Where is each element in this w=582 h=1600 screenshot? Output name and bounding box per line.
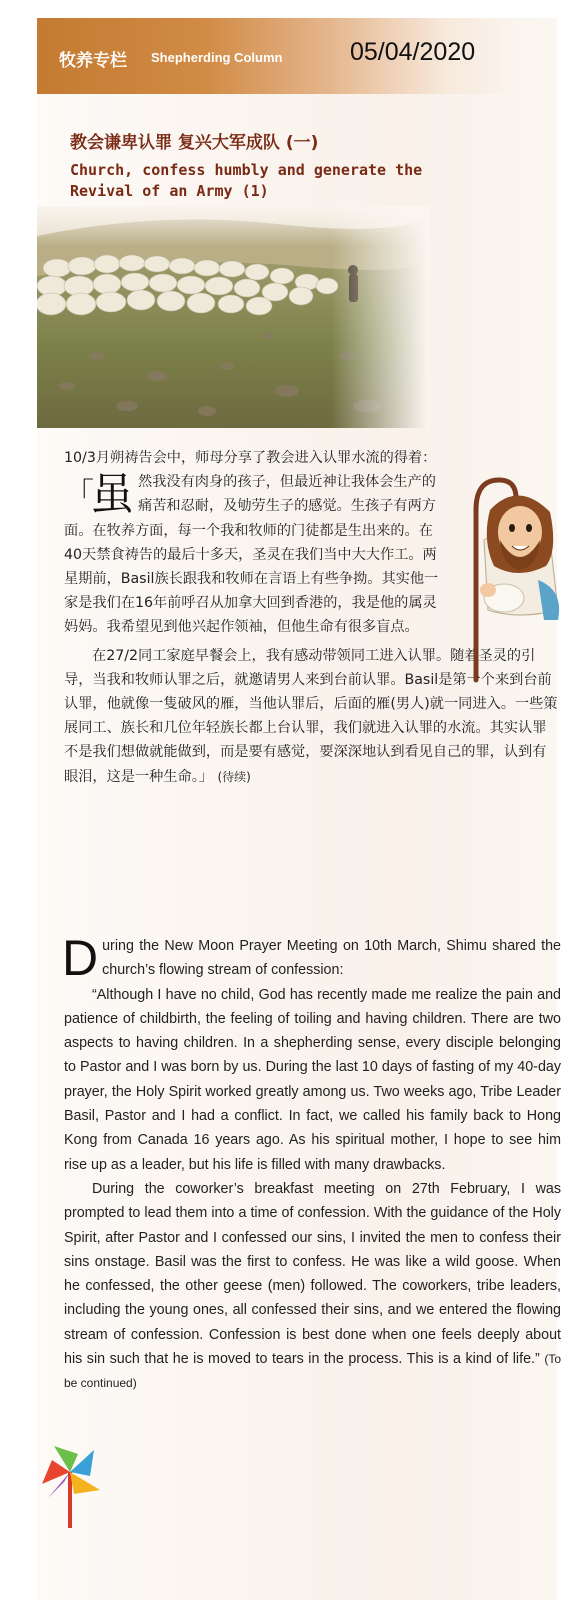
cn-paragraph-2-text: 在27/2同工家庭早餐会上，我有感动带领同工进入认罪。随着圣灵的引导，当我和牧师认罪之后，就邀请男人来到台前认罪。Basil是第一个来到台前认罪，他就像一隻破风的雁，当他认罪后，后面的雁(男人)就一同进入。一些策展同工、族长和几位年轻族长都上台认罪，我们就进入认罪的水流。其实认罪不是我们想做就能做到，而是要有感觉，要深深地认到看见自己的罪，认到有眼泪，这是一种生命。」 bbox=[64, 647, 558, 785]
article-title-cn: 教会谦卑认罪 复兴大军成队 (一) bbox=[70, 133, 319, 153]
cn-intro: 10/3月朔祷告会中，师母分享了教会进入认罪水流的得着： bbox=[64, 450, 437, 466]
jesus-shepherd-illustration bbox=[454, 470, 572, 690]
en-paragraph-2-text: During the coworker’s breakfast meeting on 27th February, I was prompted to lead them into a time of confession. With the guidance of the Holy Spirit, after Pastor and I confessed our sins, I invited the men to confess their sins onstage. Basil was the first to confess. He was like a wild goose. When he confessed, the other geese (men) followed. The coworkers, tribe leaders, including the young ones, all confessed their sins, and we entered the flowing stream of confession. Confession is best done when one feels deeply about his sin such that he is moved to tears in the process. This is a kind of life.” bbox=[64, 1180, 561, 1368]
en-intro-text: uring the New Moon Prayer Meeting on 10th March, Shimu shared the church’s flowing stream of confession: bbox=[102, 938, 561, 979]
english-article bbox=[62, 930, 561, 1396]
column-title-cn: 牧养专栏 bbox=[59, 51, 127, 71]
en-to-be-continued: (To be continued) bbox=[64, 1352, 561, 1391]
cn-dropcap bbox=[64, 469, 134, 521]
cn-paragraph-1-text: 然我没有肉身的孩子，但最近神让我体会生产的痛苦和忍耐，及劬劳生子的感觉。生孩子有两方面。在牧养方面，每一个我和牧师的门徒都是生出来的。在40天禁食祷告的最后十多天，圣灵在我们当中大大作工。两星期前，Basil族长跟我和牧师在言语上有些争拗。其实他一家是我们在16年前呼召从加拿大回到香港的，我是他的属灵妈妈。我希望见到他兴起作领袖，但他生命有很多盲点。 bbox=[64, 474, 439, 636]
article-title-en: Church, confess humbly and generate the Revival of an Army (1) bbox=[70, 161, 423, 200]
column-title-en: Shepherding Column bbox=[151, 50, 283, 65]
cn-quote-bracket: 「 bbox=[64, 477, 94, 513]
cn-to-be-continued: (待续) bbox=[217, 769, 251, 784]
column-header bbox=[37, 18, 517, 94]
issue-date: 05/04/2020 bbox=[350, 38, 476, 66]
cn-dropcap-char: 虽 bbox=[90, 469, 134, 521]
en-paragraph-1: “Although I have no child, God has recently made me realize the pain and patience of childbirth, the feeling of toiling and having children. There are two aspects to having children. In a shepherding sense, every disciple belonging to Pastor and I was born by us. During the last 10 days of fasting of my 40-day prayer, the Holy Spirit worked greatly among us. Two weeks ago, Tribe Leader Basil, Pastor and I had a conflict. In fact, we called his family back to Hong Kong from Canada 16 years ago. As his spiritual mother, I hope to see him rise up as a leader, but his life is filled with many drawbacks. bbox=[64, 986, 561, 1173]
en-dropcap: D bbox=[62, 930, 99, 986]
pinwheel-logo bbox=[34, 1432, 108, 1528]
sheep-flock-photo bbox=[37, 206, 429, 428]
en-paragraph-2 bbox=[64, 1177, 561, 1396]
en-intro bbox=[62, 930, 561, 986]
cn-paragraph-1 bbox=[64, 470, 444, 639]
